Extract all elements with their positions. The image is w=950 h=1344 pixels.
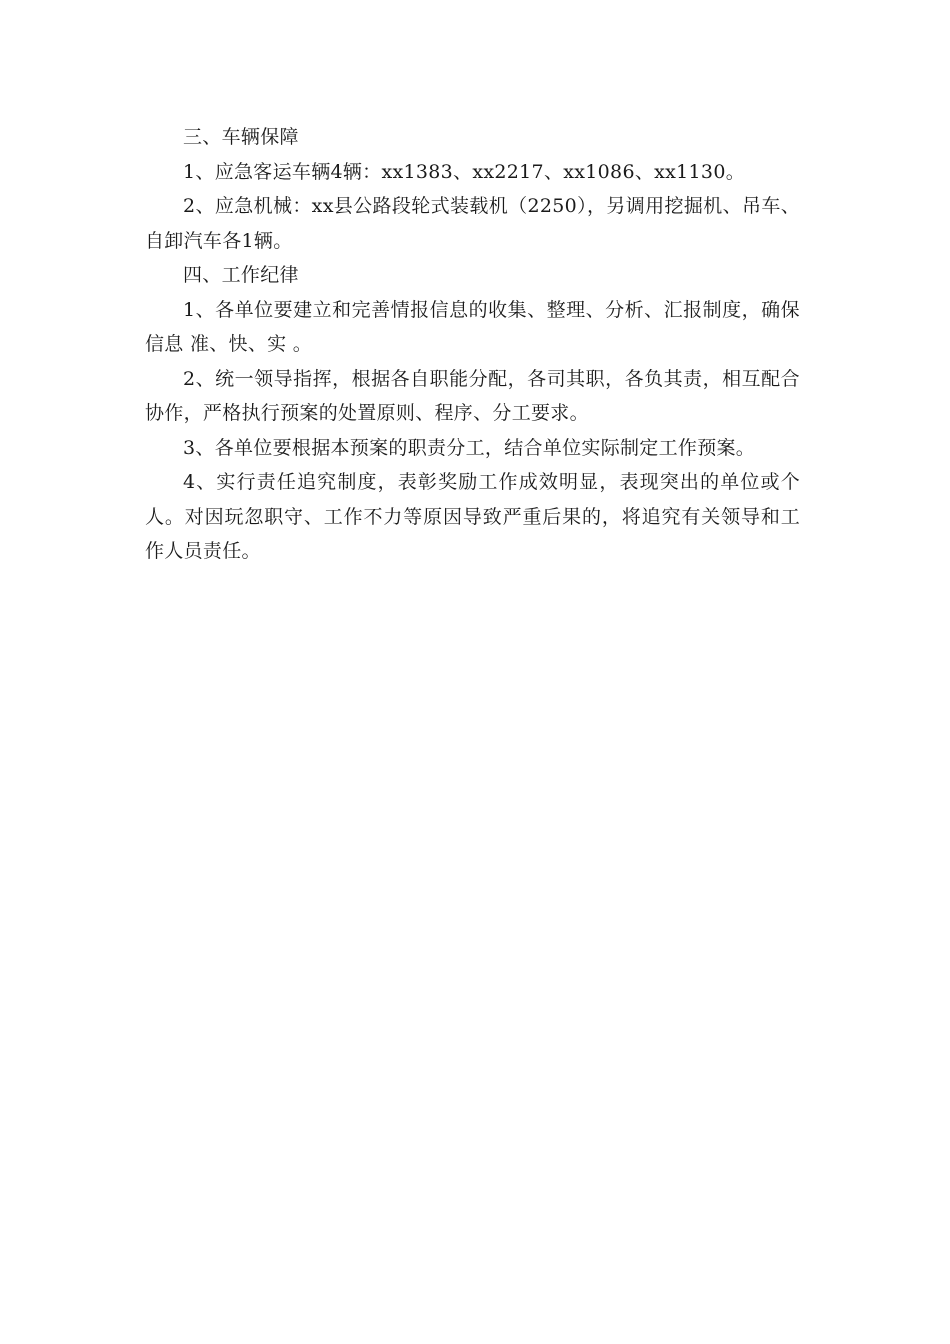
section-heading-vehicle-support: 三、车辆保障 [183,126,299,148]
paragraph-emergency-machinery: 2、应急机械：xx县公路段轮式装载机（2250），另调用挖掘机、吊车、自卸汽车各1辆。 [145,195,800,252]
paragraph-information-system: 1、各单位要建立和完善情报信息的收集、整理、分析、汇报制度，确保信息 准、快、实 。 [145,298,800,355]
paragraph-unified-command: 2、统一领导指挥，根据各自职能分配，各司其职，各负其责，相互配合协作，严格执行预案的处置原则、程序、分工要求。 [145,367,800,424]
section-heading-work-discipline: 四、工作纪律 [183,264,299,286]
document-body [145,120,800,569]
paragraph-accountability: 4、实行责任追究制度，表彰奖励工作成效明显，表现突出的单位或个人。对因玩忽职守、工作不力等原因导致严重后果的，将追究有关领导和工作人员责任。 [145,471,800,562]
paragraph-unit-plans: 3、各单位要根据本预案的职责分工，结合单位实际制定工作预案。 [183,436,756,459]
paragraph-emergency-buses: 1、应急客运车辆4辆：xx1383、xx2217、xx1086、xx1130。 [183,160,746,183]
